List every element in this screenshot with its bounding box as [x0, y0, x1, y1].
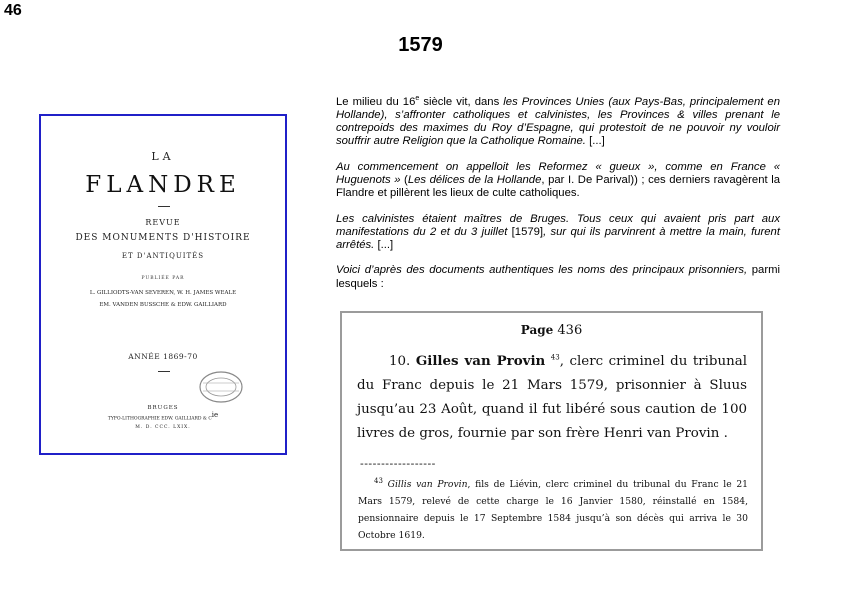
cover-divider — [158, 206, 170, 207]
page-number: 46 — [4, 2, 22, 19]
cover-la: LA — [151, 150, 175, 163]
book-excerpt — [340, 311, 763, 551]
page-title: 1579 — [398, 34, 443, 56]
footnote-separator: ------------------ — [360, 457, 436, 470]
footnote-text: $^{43}$ Gillis van Provin, fils de Liévin, clerc criminel du tribunal du Franc le 21 Mars 1579, relevé de cette charge le 16 Janvier 1580, réinstallé en 1584, pensionnaire depuis le 17 Septembre 1584 jusqu’à son décès qui arriva le 30 Octobre 1619. — [358, 476, 749, 541]
excerpt-footnote — [358, 476, 748, 544]
cover-authors-1: L. GILLIODTS-VAN SEVEREN, W. H. JAMES WEALE — [89, 290, 237, 296]
library-stamp — [197, 369, 243, 405]
excerpt-page-label: Page — [520, 323, 554, 337]
cover-publie: PUBLIÉE PAR — [141, 276, 185, 281]
paragraph-2: Au commencement on appelloit les Reformez « gueux », comme en France « Huguenots » (Les délices de la Hollande, par I. De Parival)) ; ces derniers ravagèrent la Flandre et pillèrent les lieux de culte catholiques. — [336, 160, 780, 200]
paragraph-1: Le milieu du 16e siècle vit, dans les Provinces Unies (aux Pays-Bas, principalement en Hollande), s’affronter catholiques et calvinistes, les Provinces & villes prenant le contrepoids des maximes du Roy d’Espagne, qui protestoit de ne pouvoir ny vouloir souffrir autre Religion que la Catholique Romaine. [...] — [336, 95, 780, 148]
excerpt-page-header — [342, 323, 761, 338]
cover-title: FLANDRE — [85, 172, 241, 198]
cover-printer: TYPO-LITHOGRAPHIE EDW. GAILLIARD & $C^{ie}$ — [107, 411, 219, 422]
cover-city: BRUGES — [147, 405, 179, 411]
cover-date: M. D. CCC. LXIX. — [135, 425, 191, 430]
cover-subtitle-2: ET D'ANTIQUITÉS — [121, 252, 205, 260]
cover-divider-2 — [158, 371, 170, 372]
excerpt-entry: 10. Gilles van Provin $^{43}$, clerc criminel du tribunal du Franc depuis le 21 Mars 1579, prisonnier à Sluus jusqu’au 23 Août, quand il fut libéré sous caution de 100 livres de gros, fournie par son frère Henri van Provin . — [357, 353, 747, 441]
cover-revue: REVUE — [145, 218, 181, 227]
book-cover — [39, 114, 287, 455]
cover-authors-2: EM. VANDEN BUSSCHE & EDW. GAILLIARD — [99, 302, 227, 308]
text-block — [336, 96, 780, 303]
excerpt-body — [357, 349, 747, 446]
cover-year: ANNÉE 1869-70 — [128, 352, 198, 361]
paragraph-4: Voici d’après des documents authentiques les noms des principaux prisonniers, parmi lesquels : — [336, 264, 781, 290]
paragraph-3: Les calvinistes étaient maîtres de Bruges. Tous ceux qui avaient pris part aux manifestations du 2 et du 3 juillet [1579], sur qui ils parvinrent à mettre la main, furent arrêtés. [...] — [336, 212, 780, 251]
cover-subtitle: DES MONUMENTS D'HISTOIRE — [75, 233, 251, 243]
excerpt-page-number: 436 — [557, 323, 583, 338]
